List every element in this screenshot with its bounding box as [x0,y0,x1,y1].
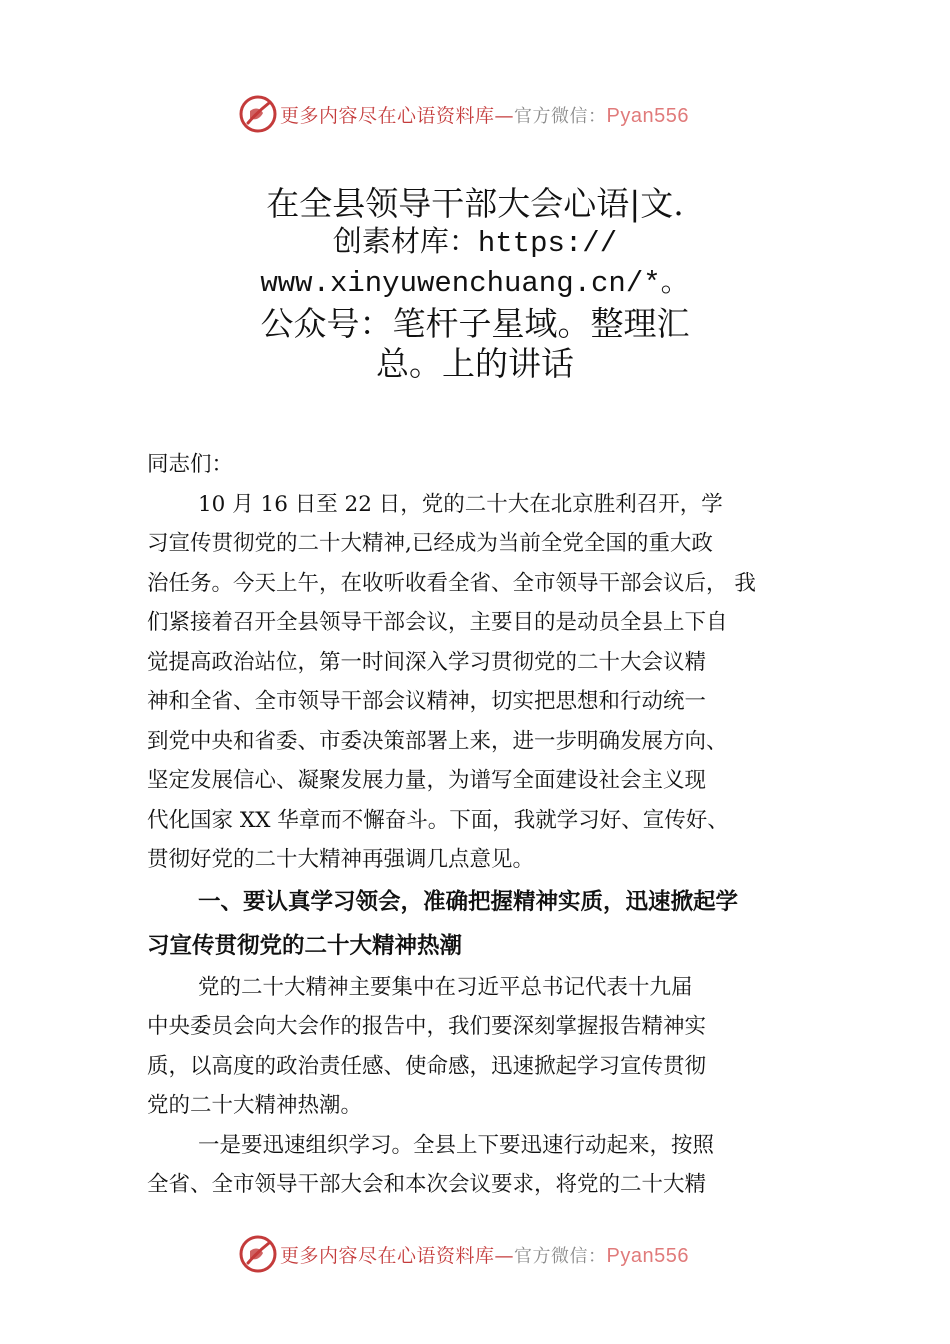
body-line: 们紧接着召开全县领导干部会议，主要目的是动员全县上下自 [147,610,728,635]
body-line: 中央委员会向大会作的报告中，我们要深刻掌握报告精神实 [147,1014,707,1039]
document-body [147,445,812,1205]
title-line: 公众号：笔杆子星域。整理汇 [260,304,690,343]
watermark-wechat-id: Pyan556 [606,105,689,127]
watermark-wechat-label: 官方微信： [514,106,607,127]
section-heading: 习宣传贯彻党的二十大精神热潮 [147,932,463,959]
body-line: 全省、全市领导干部大会和本次会议要求，将党的二十大精 [147,1172,707,1197]
body-line: 质，以高度的政治责任感、使命感，迅速掀起学习宣传贯彻 [147,1053,707,1079]
title-line: 创素材库：https:// [332,227,618,260]
header-watermark [0,92,950,136]
watermark-wechat-label: 官方微信： [514,1246,607,1267]
body-line: 党的二十大精神热潮。 [147,1093,363,1118]
watermark-main: 更多内容尽在心语资料库— [280,105,515,127]
watermark-text [280,1241,689,1268]
title-line: www.xinyuwenchuang.cn/*。 [260,267,690,300]
salutation: 同志们： [147,452,234,477]
section-heading: 一、要认真学习领会，准确把握精神实质，迅速掀起学 [198,888,739,915]
brush-logo-icon [238,94,278,134]
body-line: 治任务。今天上午，在收听收看全省、全市领导干部会议后， 我 [147,570,756,596]
title-line: 在全县领导干部大会心语|文. [266,184,684,223]
brush-logo-icon [238,1234,278,1274]
body-line: 10 月 16 日至 22 日，党的二十大在北京胜利召开，学 [198,491,723,517]
footer-watermark [0,1232,950,1276]
body-line: 党的二十大精神主要集中在习近平总书记代表十九届 [198,974,693,1000]
body-line: 到党中央和省委、市委决策部署上来，进一步明确发展方向、 [147,728,728,754]
body-line: 觉提高政治站位，第一时间深入学习贯彻党的二十大会议精 [147,649,707,675]
body-line: 坚定发展信心、凝聚发展力量，为谱写全面建设社会主义现 [147,768,707,793]
body-line: 一是要迅速组织学习。全县上下要迅速行动起来，按照 [198,1132,715,1158]
watermark-text [280,101,689,128]
watermark-wechat-id: Pyan556 [606,1245,689,1267]
document-title [150,184,800,384]
watermark-main: 更多内容尽在心语资料库— [280,1245,515,1267]
body-line: 神和全省、全市领导干部会议精神，切实把思想和行动统一 [147,689,707,714]
title-line: 总。上的讲话 [376,344,574,383]
body-line: 贯彻好党的二十大精神再强调几点意见。 [147,847,535,872]
body-line: 代化国家 XX 华章而不懈奋斗。下面，我就学习好、宣传好、 [147,807,729,833]
body-line: 习宣传贯彻党的二十大精神,已经成为当前全党全国的重大政 [147,531,713,556]
